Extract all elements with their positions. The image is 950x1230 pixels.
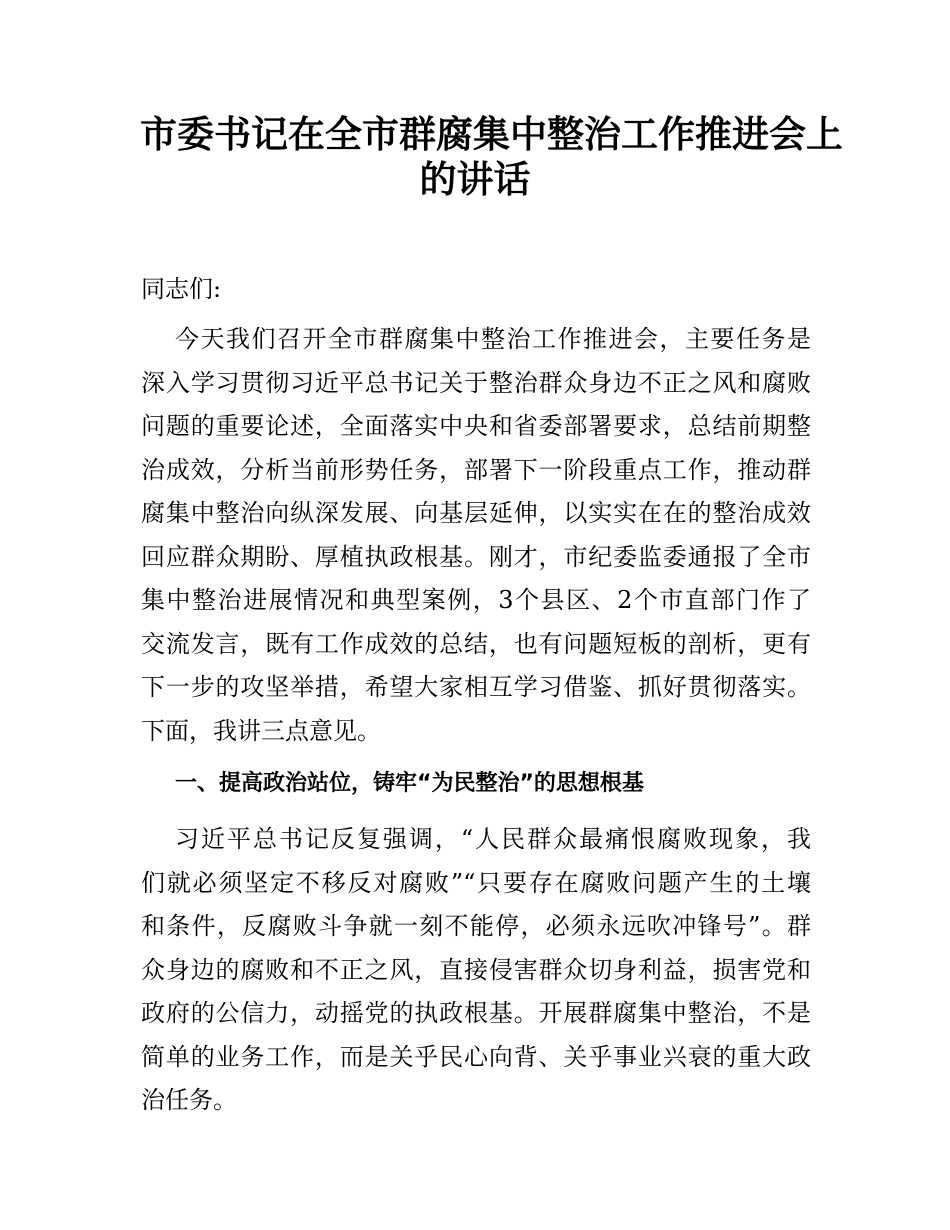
paragraph-line: 深入学习贯彻习近平总书记关于整治群众身边不正之风和腐败 — [141, 368, 811, 397]
paragraph-line: 简单的业务工作，而是关乎民心向背、关乎事业兴衰的重大政 — [141, 1042, 811, 1071]
paragraph-line: 治成效，分析当前形势任务，部署下一阶段重点工作，推动群 — [141, 455, 811, 484]
paragraph-line: 回应群众期盼、厚植执政根基。刚才，市纪委监委通报了全市 — [141, 542, 811, 571]
paragraph-line: 治任务。 — [141, 1086, 237, 1114]
paragraph-line: 们就必须坚定不移反对腐败”“只要存在腐败问题产生的土壤 — [141, 868, 811, 897]
paragraph-line: 下一步的攻坚举措，希望大家相互学习借鉴、抓好贯彻落实。 — [141, 673, 811, 701]
paragraph-line: 政府的公信力，动摇党的执政根基。开展群腐集中整治，不是 — [141, 999, 811, 1027]
title-line: 市委书记在全市群腐集中整治工作推进会上 — [140, 112, 843, 156]
paragraph-line: 问题的重要论述，全面落实中央和省委部署要求，总结前期整 — [141, 412, 811, 440]
paragraph-section-1 — [141, 818, 811, 1123]
paragraph-line: 下面，我讲三点意见。 — [141, 716, 381, 745]
paragraph-line: 集中整治进展情况和典型案例，3个县区、2个市直部门作了 — [141, 586, 811, 614]
paragraph-line: 和条件，反腐败斗争就一刻不能停，必须永远吹冲锋号”。群 — [141, 912, 811, 940]
paragraph-line: 今天我们召开全市群腐集中整治工作推进会，主要任务是 — [175, 325, 811, 353]
paragraph-line: 众身边的腐败和不正之风，直接侵害群众切身利益，损害党和 — [141, 955, 811, 984]
paragraph-line: 腐集中整治向纵深发展、向基层延伸，以实实在在的整治成效 — [141, 499, 811, 527]
salutation: 同志们: — [141, 275, 222, 303]
paragraph-intro — [141, 318, 811, 753]
paragraph-line: 习近平总书记反复强调，“人民群众最痛恨腐败现象，我 — [175, 825, 811, 853]
document-title — [140, 112, 843, 202]
paragraph-line: 交流发言，既有工作成效的总结，也有问题短板的剖析，更有 — [141, 629, 811, 658]
section-heading-1: 一、提高政治站位，铸牢“为民整治”的思想根基 — [175, 771, 644, 796]
title-line: 的讲话 — [419, 157, 531, 201]
